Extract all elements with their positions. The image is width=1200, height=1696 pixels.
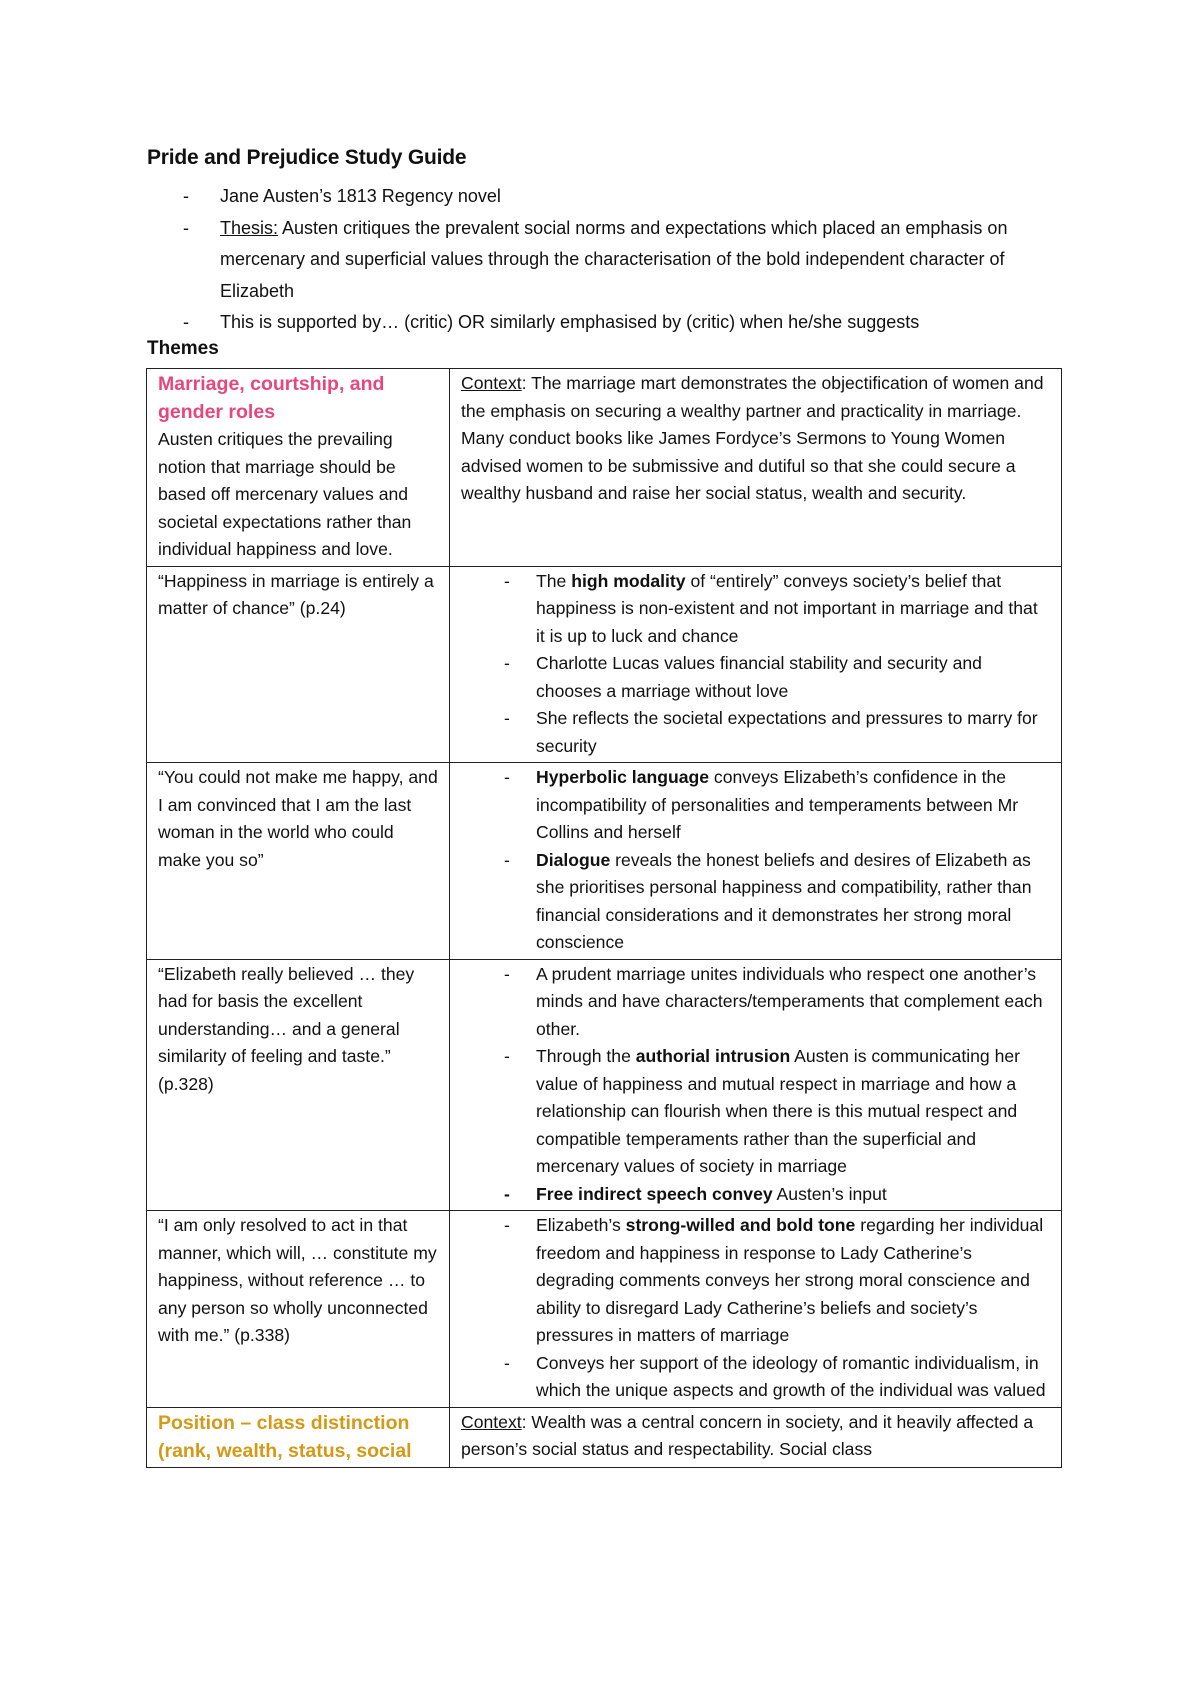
document-title: Pride and Prejudice Study Guide: [147, 146, 467, 169]
table-row: [147, 763, 1062, 960]
context-label: Context: [461, 1411, 522, 1432]
analysis-text: Conveys her support of the ideology of romantic individualism, in which the unique aspects and growth of the individual was valued: [536, 1352, 1046, 1400]
thesis-text: Austen critiques the prevalent social norms and expectations which placed an emphasis on mercenary and superficial values through the characterisation of the bold independent character of Elizabeth: [220, 217, 1008, 301]
bullet-dash: -: [504, 1183, 510, 1204]
analysis-bullet: [461, 1043, 1051, 1181]
bullet-dash: -: [504, 1046, 510, 1066]
context-label: Context: [461, 373, 522, 393]
analysis-text: Austen is communicating her value of happiness and mutual respect in marriage and how a relationship can flourish when there is this mutual respect and compatible temperaments rather than the superficial and mercenary values of society in marriage: [536, 1046, 1021, 1176]
technique-term: Hyperbolic language: [536, 767, 710, 787]
bullet-dash: -: [504, 708, 510, 728]
quote-cell: “I am only resolved to act in that manner, which will, … constitute my happiness, without reference … to any person so wholly unconnected with me.” (p.338): [147, 1211, 450, 1408]
themes-heading: Themes: [147, 338, 219, 359]
analysis-bullet: [461, 961, 1051, 1044]
analysis-text: The: [536, 570, 572, 591]
theme-row-position: [147, 1407, 1062, 1467]
analysis-text: Austen’s input: [772, 1183, 887, 1204]
intro-bullet: [147, 307, 1077, 339]
analysis-bullet: [461, 1212, 1051, 1350]
analysis-text: She reflects the societal expectations and pressures to marry for security: [536, 708, 1038, 756]
technique-term: strong-willed and bold tone: [625, 1215, 856, 1235]
analysis-cell: [450, 1211, 1062, 1408]
analysis-list: [461, 764, 1051, 957]
analysis-text: Through the: [536, 1046, 636, 1066]
analysis-text: Charlotte Lucas values financial stability and security and chooses a marriage without love: [536, 653, 982, 701]
bullet-dash: -: [504, 963, 510, 984]
theme-row-marriage: [147, 369, 1062, 567]
analysis-list: [461, 961, 1051, 1209]
context-colon: :: [521, 373, 527, 393]
context-cell: [450, 1407, 1062, 1467]
bullet-dash: -: [504, 653, 510, 673]
analysis-text: A prudent marriage unites individuals who respect one another’s minds and have characters/temperaments that complement each other.: [536, 963, 1043, 1039]
context-paragraph-2: Many conduct books like James Fordyce’s Sermons to Young Women advised women to be submissive and dutiful so that she could secure a wealthy husband and raise her social status, wealth and security.: [461, 428, 1016, 503]
theme-title: Position – class distinction (rank, wealth, status, social: [158, 1411, 412, 1462]
analysis-bullet: [461, 1181, 1051, 1209]
analysis-text: of “entirely” conveys society’s belief that happiness is non-existent and not important in marriage and that it is up to luck and chance: [536, 570, 1038, 646]
analysis-list: [461, 1212, 1051, 1405]
theme-cell: [147, 1407, 450, 1467]
context-paragraph: [461, 1409, 1051, 1464]
intro-bullet-text: Jane Austen’s 1813 Regency novel: [220, 186, 501, 206]
analysis-text: regarding her individual freedom and happiness in response to Lady Catherine’s degrading comments conveys her strong moral conscience and ability to disregard Lady Catherine’s beliefs and society’s pressures in matters of marriage: [536, 1215, 1044, 1345]
technique-term: Dialogue: [536, 849, 611, 870]
bullet-dash: -: [504, 1352, 510, 1373]
bullet-dash: -: [183, 186, 189, 206]
table-row: [147, 959, 1062, 1211]
bullet-dash: -: [183, 217, 189, 238]
thesis-label: Thesis:: [220, 217, 279, 238]
intro-bullet: [147, 181, 1077, 213]
context-paragraph: [461, 370, 1051, 425]
analysis-cell: [450, 959, 1062, 1211]
themes-table: [146, 368, 1062, 1468]
table-row: [147, 566, 1062, 763]
analysis-cell: [450, 566, 1062, 763]
analysis-bullet: [461, 650, 1051, 705]
context-colon: :: [521, 1411, 527, 1432]
analysis-bullet: [461, 568, 1051, 651]
technique-term: Free indirect speech convey: [536, 1183, 773, 1204]
analysis-bullet: [461, 1350, 1051, 1405]
bullet-dash: -: [504, 849, 510, 870]
context-text: Wealth was a central concern in society, and it heavily affected a person’s social status and respectability. Social class: [461, 1411, 1034, 1459]
bullet-dash: -: [183, 312, 189, 332]
table-row: [147, 1211, 1062, 1408]
technique-term: high modality: [571, 570, 686, 591]
intro-bullet-thesis: [147, 213, 1077, 308]
analysis-text: conveys Elizabeth’s confidence in the incompatibility of personalities and temperaments between Mr Collins and herself: [536, 767, 1019, 842]
analysis-bullet: [461, 764, 1051, 847]
bullet-dash: -: [504, 570, 510, 591]
quote-cell: “Elizabeth really believed … they had for basis the excellent understanding… and a general similarity of feeling and taste.” (p.328): [147, 959, 450, 1211]
theme-cell: [147, 369, 450, 567]
quote-cell: “You could not make me happy, and I am convinced that I am the last woman in the world who could make you so”: [147, 763, 450, 960]
analysis-text: Elizabeth’s: [536, 1215, 626, 1235]
bullet-dash: -: [504, 767, 510, 787]
intro-list: [147, 181, 1077, 339]
analysis-cell: [450, 763, 1062, 960]
context-cell: [450, 369, 1062, 567]
analysis-bullet: [461, 705, 1051, 760]
theme-title: Marriage, courtship, and gender roles: [158, 373, 385, 423]
bullet-dash: -: [504, 1215, 510, 1235]
theme-description: Austen critiques the prevailing notion that marriage should be based off mercenary values and societal expectations rather than individual happiness and love.: [158, 429, 412, 559]
technique-term: authorial intrusion: [635, 1046, 791, 1066]
analysis-list: [461, 568, 1051, 761]
context-text: The marriage mart demonstrates the objectification of women and the emphasis on securing a wealthy partner and practicality in marriage.: [461, 373, 1044, 421]
analysis-text: reveals the honest beliefs and desires of Elizabeth as she prioritises personal happiness and compatibility, rather than financial considerations and it demonstrates her strong moral conscience: [536, 849, 1032, 952]
quote-cell: “Happiness in marriage is entirely a matter of chance” (p.24): [147, 566, 450, 763]
analysis-bullet: [461, 847, 1051, 957]
intro-bullet-text: This is supported by… (critic) OR similarly emphasised by (critic) when he/she suggests: [220, 312, 920, 332]
